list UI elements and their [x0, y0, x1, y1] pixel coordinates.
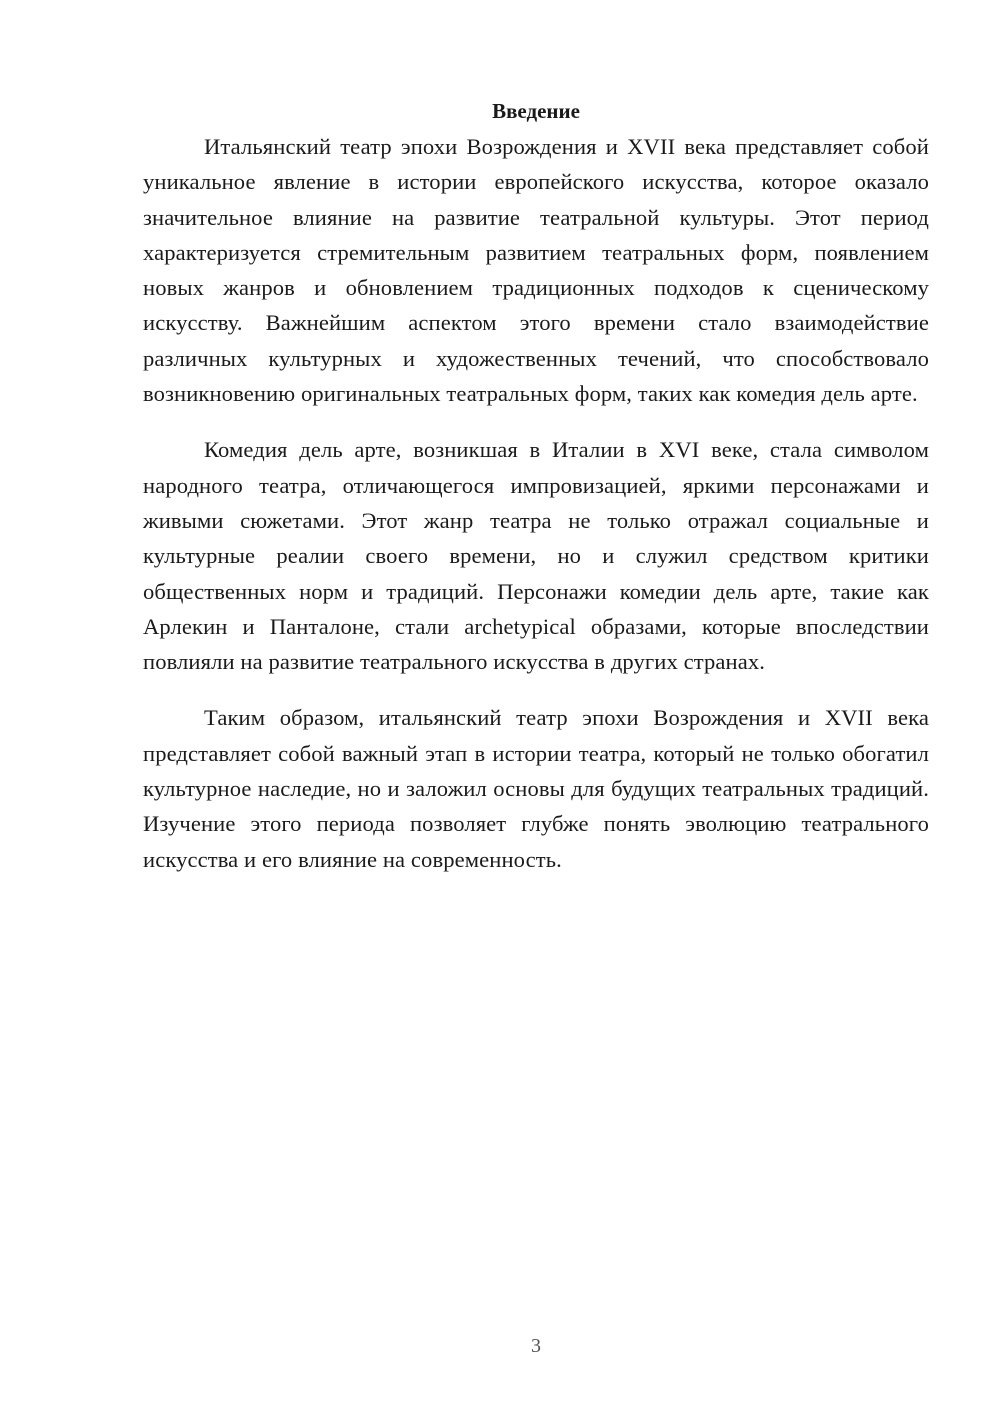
page-content [143, 93, 929, 898]
paragraph-1: Итальянский театр эпохи Возрождения и XVII века представляет собой уникальное явление в истории европейского искусства, которое оказало значительное влияние на развитие театральной культуры. Этот период характеризуется стремительным развитием театральных форм, появлением новых жанров и обновлением традиционных подходов к сценическому искусству. Важнейшим аспектом этого времени стало взаимодействие различных культурных и художественных течений, что способствовало возникновению оригинальных театральных форм, таких как комедия дель арте. [143, 134, 929, 407]
paragraph-3: Таким образом, итальянский театр эпохи Возрождения и XVII века представляет собой важный этап в истории театра, который не только обогатил культурное наследие, но и заложил основы для будущих театральных традиций. Изучение этого периода позволяет глубже понять эволюцию театрального искусства и его влияние на современность. [143, 705, 929, 872]
section-heading: Введение [492, 99, 580, 123]
page-number: 3 [531, 1335, 541, 1357]
paragraph-2: Комедия дель арте, возникшая в Италии в XVI веке, стала символом народного театра, отличающегося импровизацией, яркими персонажами и живыми сюжетами. Этот жанр театра не только отражал социальные и культурные реалии своего времени, но и служил средством критики общественных норм и традиций. Персонажи комедии дель арте, такие как Арлекин и Панталоне, стали archetypical образами, которые впоследствии повлияли на развитие театрального искусства в других странах. [143, 437, 929, 675]
